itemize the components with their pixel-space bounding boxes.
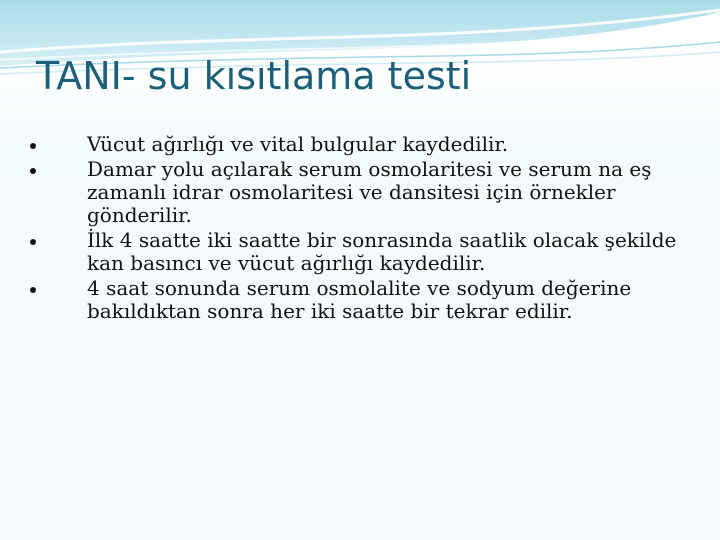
- bullet-item: [0, 133, 720, 156]
- bullet-text: 4 saat sonunda serum osmolalite ve sodyum değerine bakıldıktan sonra her iki saatte bir tekrar edilir.: [87, 276, 632, 323]
- slide-title: TANI- su kısıtlama testi: [36, 54, 472, 98]
- bullet-text: Damar yolu açılarak serum osmolaritesi ve serum na eş zamanlı idrar osmolaritesi ve dansitesi için örnekler gönderilir.: [87, 157, 652, 227]
- bullet-text: Vücut ağırlığı ve vital bulgular kaydedilir.: [87, 132, 509, 156]
- bullet-text: İlk 4 saatte iki saatte bir sonrasında saatlik olacak şekilde kan basıncı ve vücut ağırlığı kaydedilir.: [87, 228, 677, 275]
- bullet-item: [0, 229, 720, 275]
- round-bullet-icon: [30, 239, 36, 245]
- bullet-item: [0, 277, 720, 323]
- bullet-item: [0, 158, 720, 227]
- round-bullet-icon: [30, 168, 36, 174]
- round-bullet-icon: [30, 143, 36, 149]
- bullet-list: [0, 133, 720, 323]
- round-bullet-icon: [30, 287, 36, 293]
